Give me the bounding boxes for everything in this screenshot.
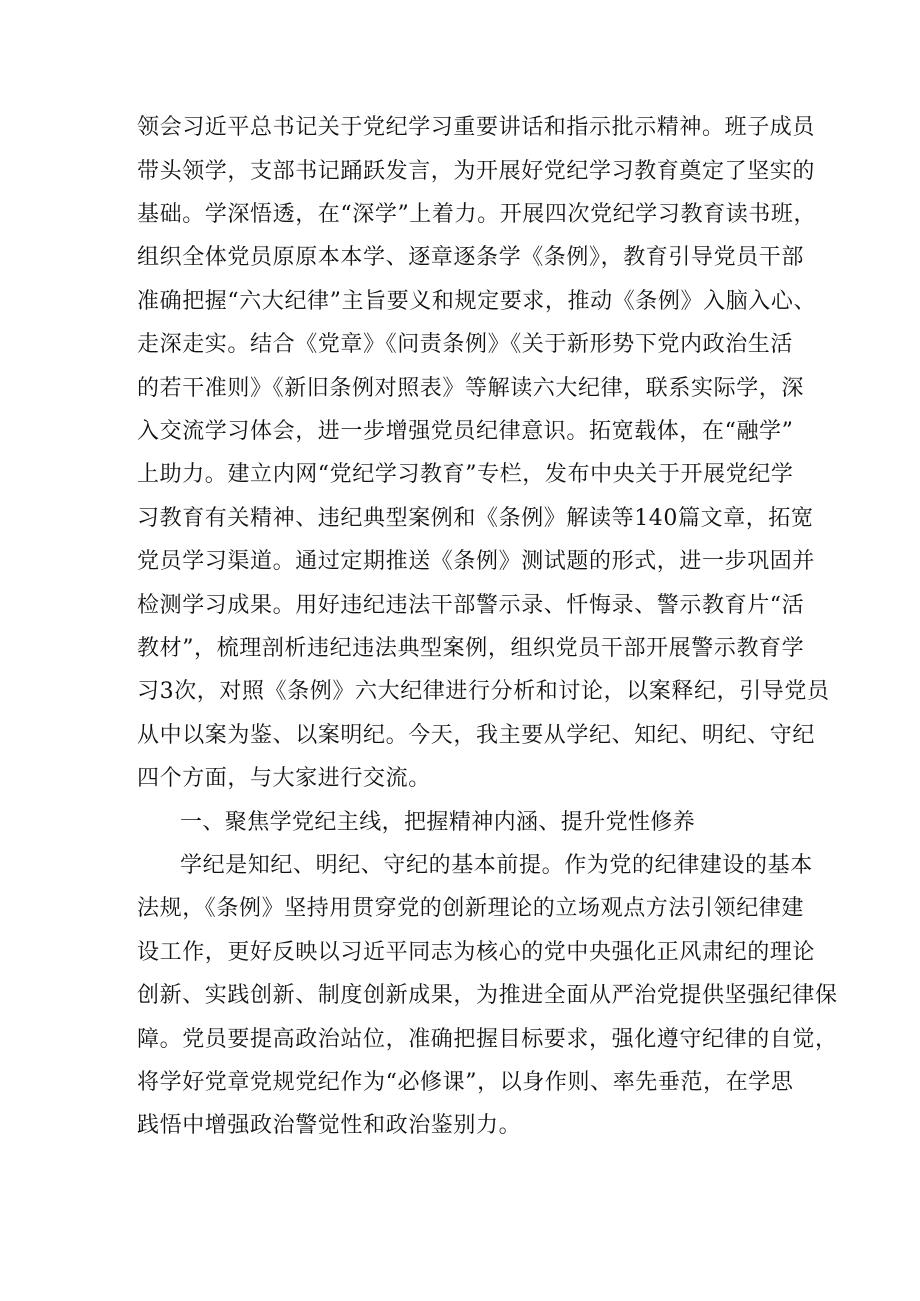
paragraph-line: 上助力。建立内网“党纪学习教育”专栏，发布中央关于开展党纪学 (137, 462, 794, 487)
paragraph-line: 法规，《条例》坚持用贯穿党的创新理论的立场观点方法引领纪律建 (137, 896, 805, 921)
paragraph-line: 领会习近平总书记关于党纪学习重要讲话和指示批示精神。班子成员 (137, 115, 816, 140)
paragraph-line: 将学好党章党规党纪作为“必修课”，以身作则、率先垂范，在学思 (137, 1070, 794, 1095)
paragraph-line: 创新、实践创新、制度创新成果，为推进全面从严治党提供坚强纪律保 (137, 983, 838, 1008)
paragraph-line: 准确把握“六大纪律”主旨要义和规定要求，推动《条例》入脑入心、 (137, 289, 817, 314)
paragraph-line: 设工作，更好反映以习近平同志为核心的党中央强化正风肃纪的理论 (137, 940, 816, 965)
paragraph-line: 从中以案为鉴、以案明纪。今天，我主要从学纪、知纪、明纪、守纪 (137, 723, 816, 748)
paragraph-line: 践悟中增强政治警觉性和政治鉴别力。 (137, 1113, 522, 1138)
paragraph-line: 习教育有关精神、违纪典型案例和《条例》解读等140篇文章，拓宽 (137, 506, 814, 531)
paragraph-line: 障。党员要提高政治站位，准确把握目标要求，强化遵守纪律的自觉， (137, 1027, 838, 1052)
paragraph-line: 习3次，对照《条例》六大纪律进行分析和讨论，以案释纪，引导党员 (137, 679, 830, 704)
paragraph-line: 检测学习成果。用好违纪违法干部警示录、忏悔录、警示教育片“活 (137, 593, 805, 618)
section-heading: 一、聚焦学党纪主线，把握精神内涵、提升党性修养 (180, 810, 696, 835)
paragraph-line: 学纪是知纪、明纪、守纪的基本前提。作为党的纪律建设的基本 (180, 853, 813, 878)
paragraph-line: 的若干准则》《新旧条例对照表》等解读六大纪律，联系实际学，深 (137, 376, 805, 401)
paragraph-line: 教材”，梳理剖析违纪违法典型案例，组织党员干部开展警示教育学 (137, 636, 805, 661)
paragraph-line: 走深走实。结合《党章》《问责条例》《关于新形势下党内政治生活 (137, 332, 794, 357)
paragraph-line: 带头领学，支部书记踊跃发言，为开展好党纪学习教育奠定了坚实的 (137, 159, 816, 184)
paragraph-line: 组织全体党员原原本本学、逐章逐条学《条例》，教育引导党员干部 (137, 245, 805, 270)
paragraph-line: 入交流学习体会，进一步增强党员纪律意识。拓宽载体，在“融学” (137, 419, 794, 444)
paragraph-line: 党员学习渠道。通过定期推送《条例》测试题的形式，进一步巩固并 (137, 549, 816, 574)
paragraph-line: 四个方面，与大家进行交流。 (137, 766, 431, 791)
paragraph-line: 基础。学深悟透，在“深学”上着力。开展四次党纪学习教育读书班， (137, 202, 817, 227)
